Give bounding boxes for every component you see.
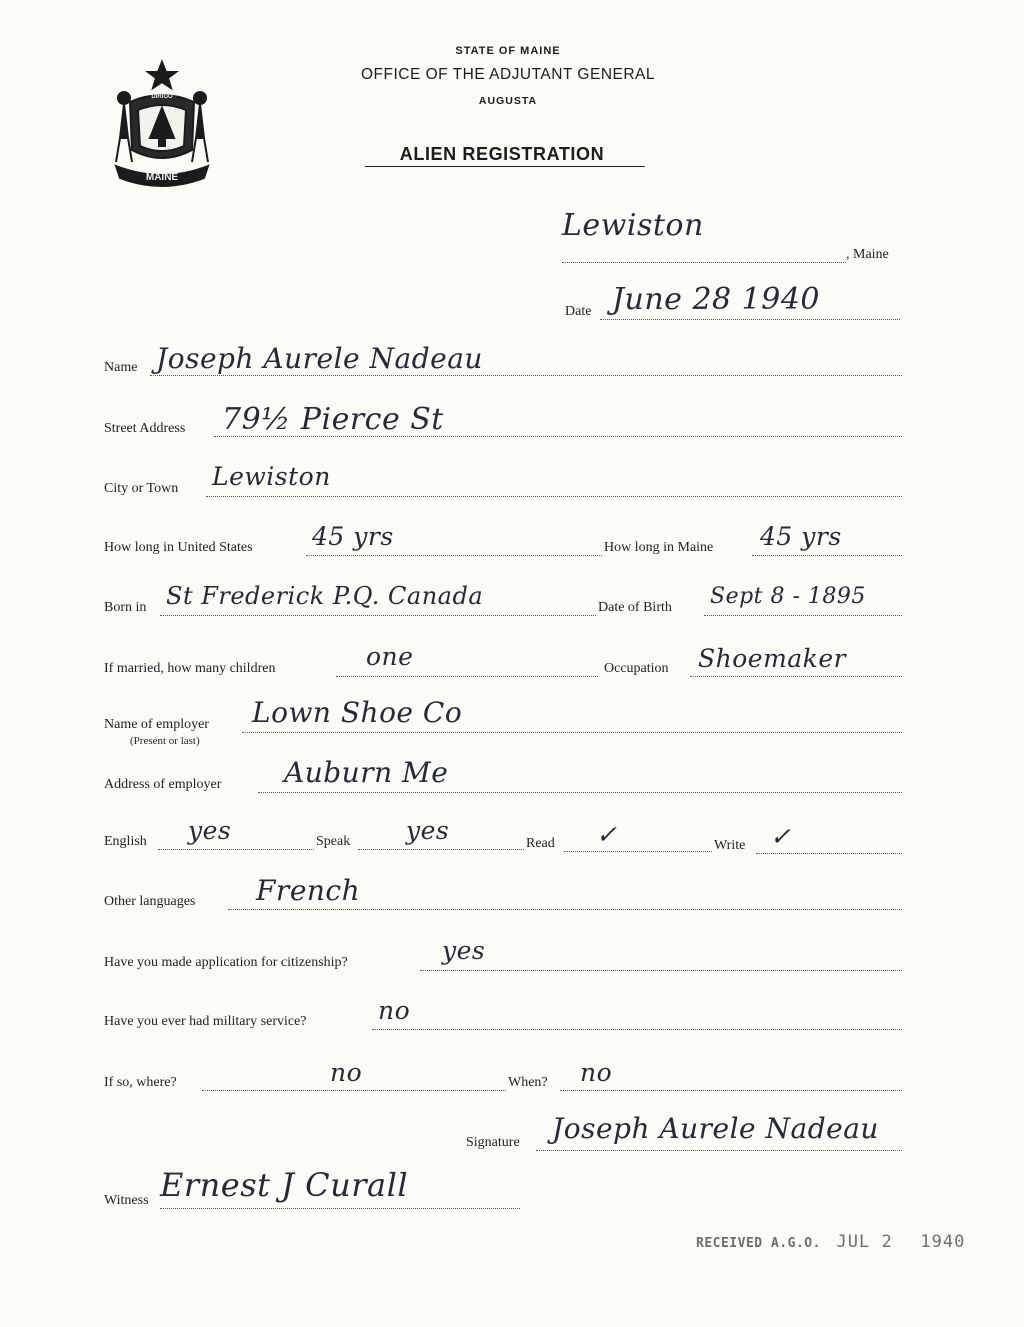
- name-value: Joseph Aurele Nadeau: [156, 342, 483, 375]
- speak-line: [358, 849, 524, 850]
- date-label: Date: [565, 304, 592, 319]
- citizenship-value: yes: [442, 936, 486, 965]
- born-label: Born in: [104, 600, 147, 615]
- born-value: St Frederick P.Q. Canada: [166, 582, 484, 610]
- when-label: When?: [508, 1075, 548, 1090]
- occupation-line: [690, 676, 902, 677]
- street-value: 79½ Pierce St: [222, 402, 444, 437]
- header-office: OFFICE OF THE ADJUTANT GENERAL: [360, 66, 656, 83]
- city-label: City or Town: [104, 481, 179, 496]
- write-line: [756, 853, 902, 854]
- speak-value: yes: [406, 816, 450, 845]
- title-underline: [365, 166, 645, 167]
- header-city: AUGUSTA: [478, 95, 538, 107]
- english-value: yes: [188, 816, 232, 845]
- when-value: no: [580, 1058, 613, 1087]
- write-label: Write: [714, 838, 746, 853]
- english-label: English: [104, 834, 147, 849]
- read-line: [564, 851, 712, 852]
- dob-value: Sept 8 - 1895: [710, 584, 866, 609]
- us-time-value: 45 yrs: [312, 522, 394, 551]
- place-suffix: , Maine: [846, 247, 889, 262]
- us-time-line: [306, 555, 602, 556]
- employer-value: Lown Shoe Co: [252, 696, 463, 729]
- maine-time-line: [752, 555, 902, 556]
- street-label: Street Address: [104, 421, 186, 436]
- employer-address-value: Auburn Me: [284, 756, 449, 789]
- header-state: STATE OF MAINE: [455, 45, 561, 57]
- city-value: Lewiston: [212, 462, 331, 491]
- other-languages-line: [228, 909, 902, 910]
- military-value: no: [378, 996, 411, 1025]
- dob-label: Date of Birth: [598, 600, 672, 615]
- occupation-label: Occupation: [604, 661, 669, 676]
- witness-value: Ernest J Curall: [160, 1166, 409, 1204]
- where-label: If so, where?: [104, 1075, 177, 1090]
- military-line: [372, 1029, 902, 1030]
- employer-line: [242, 732, 902, 733]
- read-value: ✓: [596, 820, 618, 849]
- stamp-date: JUL 2: [836, 1232, 893, 1252]
- military-label: Have you ever had military service?: [104, 1014, 307, 1029]
- witness-label: Witness: [104, 1193, 149, 1208]
- children-line: [336, 676, 598, 677]
- other-languages-value: French: [256, 874, 361, 907]
- read-label: Read: [526, 836, 555, 851]
- place-line: [562, 262, 846, 263]
- maine-time-label: How long in Maine: [604, 540, 714, 555]
- maine-time-value: 45 yrs: [760, 522, 842, 551]
- name-line: [150, 375, 902, 376]
- stamp-year: 1940: [920, 1232, 966, 1252]
- date-line: [600, 319, 900, 320]
- citizenship-line: [420, 970, 902, 971]
- us-time-label: How long in United States: [104, 540, 253, 555]
- where-line: [202, 1090, 506, 1091]
- signature-value: Joseph Aurele Nadeau: [552, 1112, 879, 1145]
- children-value: one: [366, 642, 414, 671]
- received-stamp: [696, 1232, 965, 1252]
- employer-sublabel: (Present or last): [130, 735, 200, 747]
- signature-line: [536, 1150, 902, 1151]
- occupation-value: Shoemaker: [698, 644, 847, 673]
- city-line: [206, 496, 902, 497]
- citizenship-label: Have you made application for citizenship?: [104, 955, 348, 970]
- dob-line: [704, 615, 902, 616]
- name-label: Name: [104, 360, 138, 375]
- born-line: [160, 615, 596, 616]
- other-languages-label: Other languages: [104, 894, 196, 909]
- form-title: ALIEN REGISTRATION: [399, 144, 605, 164]
- english-line: [158, 849, 314, 850]
- speak-label: Speak: [316, 834, 351, 849]
- employer-address-label: Address of employer: [104, 777, 222, 792]
- employer-label: Name of employer: [104, 717, 209, 732]
- stamp-label: RECEIVED A.G.O.: [696, 1236, 821, 1251]
- seal-motto: DIRIGO: [151, 94, 173, 100]
- when-line: [560, 1090, 902, 1091]
- where-value: no: [330, 1058, 363, 1087]
- write-value: ✓: [770, 822, 792, 851]
- children-label: If married, how many children: [104, 661, 276, 676]
- witness-line: [160, 1208, 520, 1209]
- date-value: June 28 1940: [612, 282, 821, 317]
- place-value: Lewiston: [562, 208, 704, 243]
- signature-label: Signature: [466, 1135, 520, 1150]
- seal-text: MAINE: [145, 172, 179, 183]
- employer-address-line: [258, 792, 902, 793]
